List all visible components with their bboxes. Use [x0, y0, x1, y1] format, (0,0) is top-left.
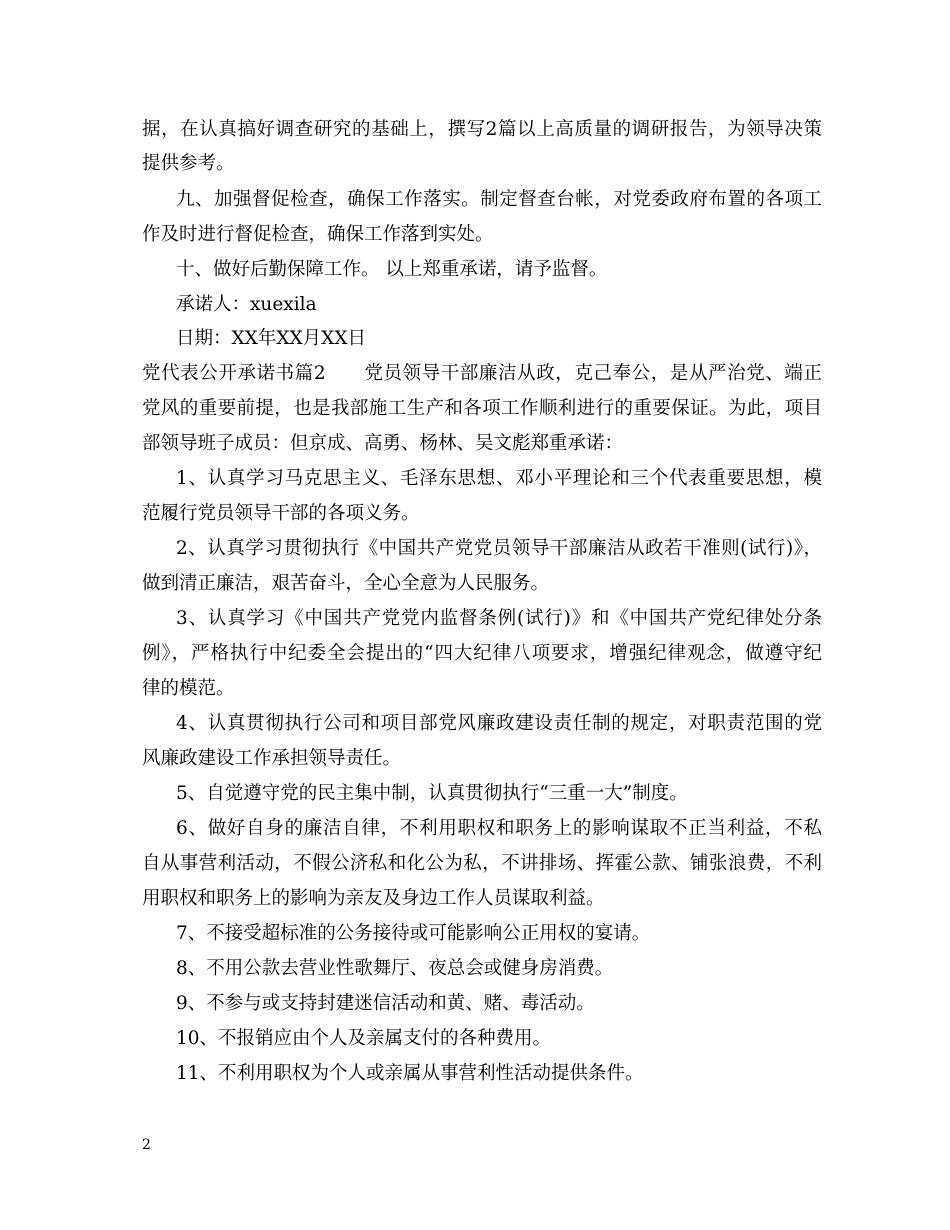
text-line: 律的模范。	[142, 678, 235, 699]
text-line: 部领导班子成员：但京成、高勇、杨林、吴文彪郑重承诺：	[142, 433, 624, 454]
text-line: 1、认真学习马克思主义、毛泽东思想、邓小平理论和三个代表重要思想，模	[176, 468, 822, 489]
text-line: 党代表公开承诺书篇2 党员领导干部廉洁从政，克己奉公，是从严治党、端正	[142, 363, 822, 384]
text-line: 3、认真学习《中国共产党党内监督条例(试行)》和《中国共产党纪律处分条	[176, 608, 822, 629]
text-line: 范履行党员领导干部的各项义务。	[142, 503, 420, 524]
text-line: 提供参考。	[142, 153, 235, 174]
text-line: 九、加强督促检查，确保工作落实。制定督查台帐，对党委政府布置的各项工	[176, 189, 822, 210]
text-line: 7、不接受超标准的公务接待或可能影响公正用权的宴请。	[176, 923, 651, 944]
text-line: 8、不用公款去营业性歌舞厅、夜总会或健身房消费。	[176, 958, 614, 979]
text-line: 作及时进行督促检查，确保工作落到实处。	[142, 224, 494, 245]
signatory-line: 承诺人：xuexila	[176, 294, 317, 315]
text-line: 用职权和职务上的影响为亲友及身边工作人员谋取利益。	[142, 888, 605, 909]
text-line: 4、认真贯彻执行公司和项目部党风廉政建设责任制的规定，对职责范围的党	[176, 713, 822, 734]
text-line: 11、不利用职权为个人或亲属从事营利性活动提供条件。	[176, 1063, 644, 1084]
page-number: 2	[142, 1137, 151, 1153]
text-line: 10、不报销应由个人及亲属支付的各种费用。	[176, 1028, 552, 1049]
text-line: 自从事营利活动，不假公济私和化公为私，不讲排场、挥霍公款、铺张浪费，不利	[142, 853, 822, 874]
text-line: 5、自觉遵守党的民主集中制，认真贯彻执行“三重一大”制度。	[176, 783, 688, 804]
text-line: 党风的重要前提，也是我部施工生产和各项工作顺利进行的重要保证。为此，项目	[142, 398, 822, 419]
date-line: 日期：XX年XX月XX日	[176, 328, 367, 349]
text-line: 十、做好后勤保障工作。 以上郑重承诺，请予监督。	[176, 259, 608, 280]
text-line: 2、认真学习贯彻执行《中国共产党党员领导干部廉洁从政若干准则(试行)》，	[176, 538, 822, 559]
text-line: 6、做好自身的廉洁自律，不利用职权和职务上的影响谋取不正当利益，不私	[176, 818, 822, 839]
text-line: 9、不参与或支持封建迷信活动和黄、赌、毒活动。	[176, 993, 595, 1014]
text-line: 例》，严格执行中纪委全会提出的“四大纪律八项要求，增强纪律观念，做遵守纪	[142, 643, 822, 664]
text-line: 据，在认真搞好调查研究的基础上，撰写2篇以上高质量的调研报告，为领导决策	[142, 119, 822, 140]
text-line: 风廉政建设工作承担领导责任。	[142, 748, 402, 769]
text-line: 做到清正廉洁，艰苦奋斗，全心全意为人民服务。	[142, 573, 550, 594]
